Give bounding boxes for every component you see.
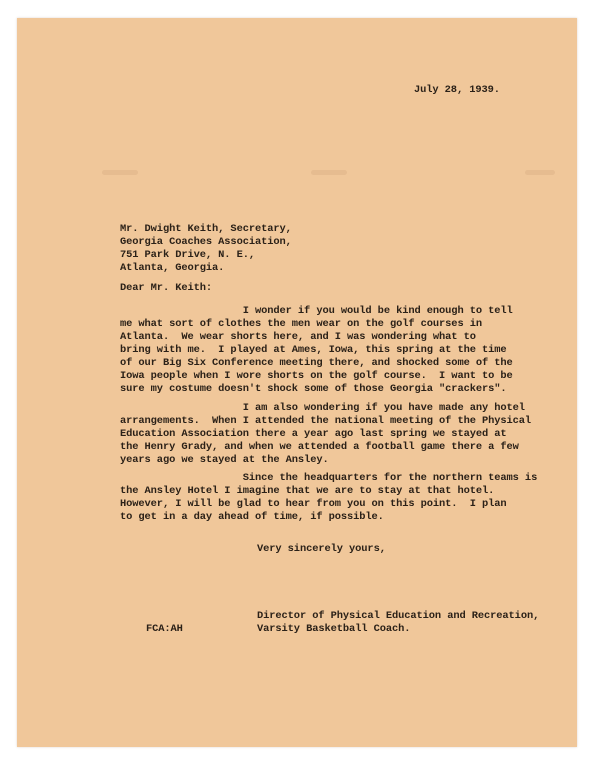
letter-page (17, 18, 577, 747)
body-line: years ago we stayed at the Ansley. (120, 454, 329, 466)
body-line: bring with me. I played at Ames, Iowa, this spring at the time (120, 344, 507, 356)
body-line: the Ansley Hotel I imagine that we are to stay at that hotel. (120, 485, 495, 497)
paper-mark (525, 170, 555, 175)
body-line: sure my costume doesn't shock some of those Georgia "crackers". (120, 383, 507, 395)
body-line: me what sort of clothes the men wear on the golf courses in (120, 318, 482, 330)
body-line: Since the headquarters for the northern teams is (120, 472, 538, 484)
address-line: Atlanta, Georgia. (120, 262, 225, 274)
body-line: of our Big Six Conference meeting there, and shocked some of the (120, 357, 513, 369)
letter-date: July 28, 1939. (414, 84, 500, 96)
address-line: Mr. Dwight Keith, Secretary, (120, 223, 292, 235)
body-line: I am also wondering if you have made any hotel (120, 402, 525, 414)
signature-line: Director of Physical Education and Recreation, (257, 610, 540, 622)
body-line: However, I will be glad to hear from you on this point. I plan (120, 498, 507, 510)
address-line: Georgia Coaches Association, (120, 236, 292, 248)
body-line: arrangements. When I attended the national meeting of the Physical (120, 415, 532, 427)
paper-mark (102, 170, 138, 175)
body-line: to get in a day ahead of time, if possible. (120, 511, 384, 523)
body-line: I wonder if you would be kind enough to tell (120, 305, 513, 317)
paper-mark (311, 170, 347, 175)
body-line: Iowa people when I wore shorts on the golf course. I want to be (120, 370, 513, 382)
reference-initials: FCA:AH (146, 623, 183, 635)
body-line: Education Association there a year ago last spring we stayed at (120, 428, 507, 440)
address-line: 751 Park Drive, N. E., (120, 249, 255, 261)
body-line: Atlanta. We wear shorts here, and I was wondering what to (120, 331, 476, 343)
signature-line: Varsity Basketball Coach. (257, 623, 411, 635)
body-line: the Henry Grady, and when we attended a football game there a few (120, 441, 519, 453)
closing: Very sincerely yours, (257, 543, 386, 555)
salutation: Dear Mr. Keith: (120, 282, 213, 294)
